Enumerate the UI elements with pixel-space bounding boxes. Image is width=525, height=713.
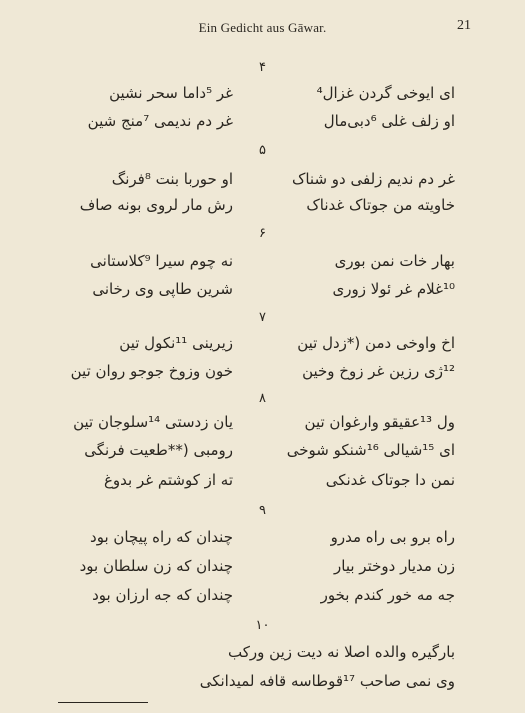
verse-line: رومبی (**طعیت فرنگی bbox=[84, 441, 233, 459]
stanza-number: ۶ bbox=[259, 226, 266, 241]
verse-line: ¹²ژی رزین غر زوخ وخین bbox=[302, 362, 455, 380]
page-number: 21 bbox=[457, 18, 471, 33]
verse-line: چندان که جه ارزان بود bbox=[92, 586, 233, 604]
stanza-number: ۱۰ bbox=[255, 618, 270, 633]
verse-line: یان زدستی ¹⁴سلوجان تین bbox=[73, 413, 233, 431]
verse-line: نه چوم سیرا ⁹کلاستانی bbox=[90, 252, 233, 270]
verse-line: چندان که زن سلطان بود bbox=[79, 557, 233, 575]
footnote-rule bbox=[58, 702, 148, 703]
verse-line: چندان که راه پیچان بود bbox=[90, 528, 233, 546]
running-title: Ein Gedicht aus Gāwar. bbox=[198, 20, 327, 35]
verse-line: رش مار لروی بونه صاف bbox=[79, 196, 233, 214]
verse-line: غر ⁵داما سحر نشین bbox=[109, 84, 233, 102]
verse-line: ¹⁰غلام غر ئولا زوری bbox=[332, 280, 455, 298]
verse-line: وی نمی صاحب ¹⁷قوطاسه قافه لمیدانکی bbox=[199, 672, 455, 690]
verse-line: راه برو بی راه مدرو bbox=[330, 528, 455, 546]
verse-line: ول ¹³عقیقو وارغوان تین bbox=[304, 413, 455, 431]
stanza-number: ۹ bbox=[259, 503, 266, 518]
verse-line: خاویته من جوتاک غدناک bbox=[306, 196, 455, 214]
verse-line: ای ¹⁵شیالی ¹⁶شنکو شوخی bbox=[286, 441, 455, 459]
stanza-number: ۴ bbox=[259, 60, 266, 75]
verse-line: غر دم ندیمی ⁷منج شین bbox=[87, 112, 233, 130]
verse-line: ته از کوشتم غر بدوغ bbox=[103, 471, 233, 489]
verse-line: او حوربا بنت ⁸فرنگ bbox=[111, 170, 233, 188]
verse-line: بهار خات نمن بوری bbox=[334, 252, 455, 270]
verse-line: بارگیره والده اصلا نه دیت زین ورکب bbox=[228, 643, 455, 661]
verse-line: زیرینی ¹¹نکول تین bbox=[119, 334, 233, 352]
verse-line: او زلف غلی ⁶دبی‌مال bbox=[323, 112, 455, 130]
verse-line: جه مه خور کندم بخور bbox=[320, 586, 455, 604]
stanza-number: ۵ bbox=[259, 143, 266, 158]
verse-line: ای ایوخی گردن غزال⁴ bbox=[316, 84, 455, 102]
verse-line: اخ واوخی دمن (*زدل تین bbox=[297, 334, 455, 352]
verse-line: زن مدیار دوختر بیار bbox=[334, 557, 455, 575]
stanza-number: ۷ bbox=[259, 310, 266, 325]
verse-line: خون وزوخ جوجو روان تین bbox=[70, 362, 233, 380]
verse-line: غر دم ندیم زلفی دو شناک bbox=[291, 170, 455, 188]
verse-line: شرین طاپی وی رخانی bbox=[92, 280, 233, 298]
stanza-number: ۸ bbox=[259, 391, 266, 406]
verse-line: نمن دا جوتاک غدنکی bbox=[325, 471, 455, 489]
